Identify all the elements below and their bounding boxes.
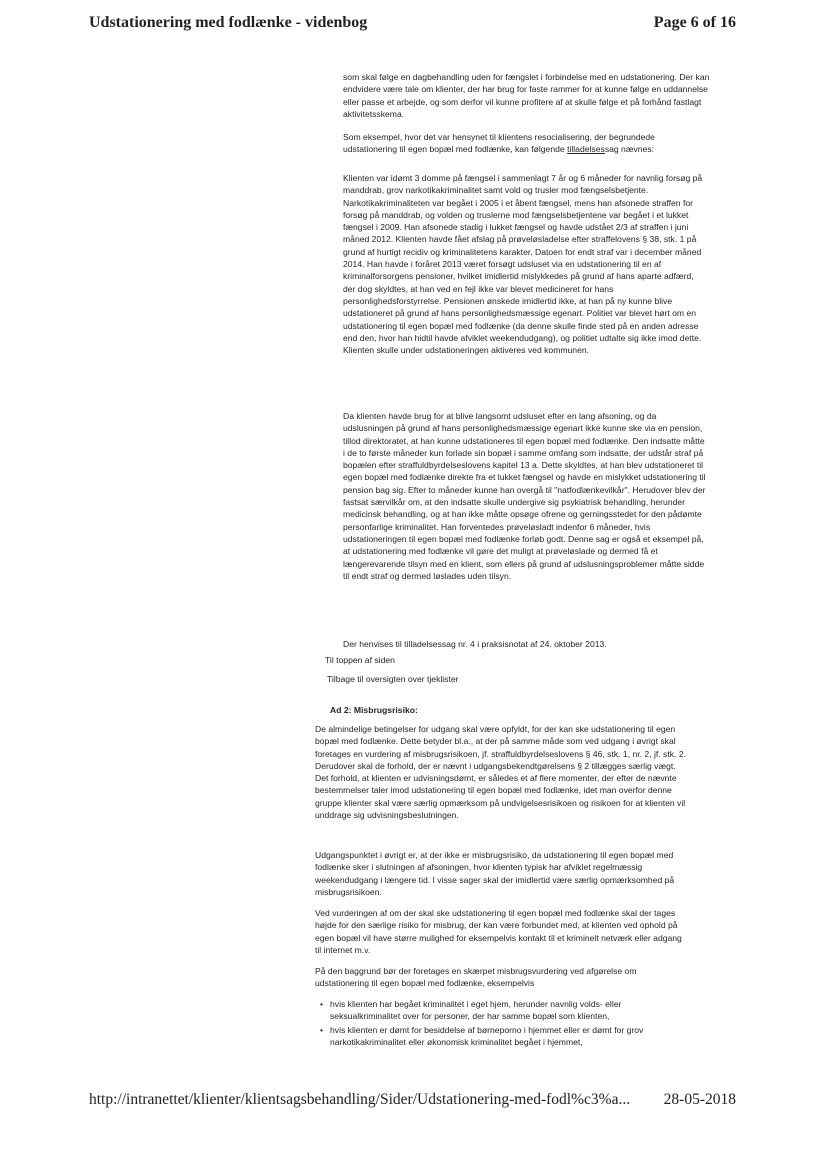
list-item-text: hvis klienten har begået kriminalitet i eget hjem, herunder navnlig volds- eller seksualkriminalitet over for personer, der har samme bopæl som klienten, bbox=[330, 999, 622, 1022]
paragraph-example-intro bbox=[343, 131, 703, 156]
example-intro-end: sag nævnes: bbox=[604, 144, 655, 155]
paragraph-starting-point: Udgangspunktet i øvrigt er, at der ikke er misbrugsrisiko, da udstationering til egen bopæl med fodlænke sker i slutningen af afsoningen, hvor klienten typisk har afviklet regelmæssig weekendudgang i længere tid. I visse sager skal der imidlertid være særlig opmærksomhed på misbrugsrisikoen. bbox=[315, 850, 675, 897]
paragraph-activity-schedule: som skal følge en dagbehandling uden for fængslet i forbindelse med en udstationering. Der kan endvidere være tale om klienter, der har brug for faste rammer for at kunne følge en uddannelse eller passe et arbejde, og som derfor vil kunne profitere af at skulle følge et på forhånd fastlagt aktivitetsskema. bbox=[343, 72, 710, 119]
example-intro-start: Som eksempel, hvor det var hensynet til klientens resocialisering, der begrundede udstationering til egen bopæl med fodlænke, kan følgende bbox=[343, 132, 655, 155]
list-item bbox=[318, 998, 690, 1023]
footer-date: 28-05-2018 bbox=[663, 1091, 736, 1108]
paragraph-assessment: Ved vurderingen af om der skal ske udstationering til egen bopæl med fodlænke skal der tages højde for den særlige risiko for misbrug, der kan være forbundet med, at klienten ved ophold på egen bopæl vil have større mulighed for eksempelvis kontakt til et kriminelt netværk eller adgang til internet m.v. bbox=[315, 908, 682, 955]
paragraph-reference: Der henvises til tilladelsessag nr. 4 i praksisnotat af 24. oktober 2013. bbox=[343, 639, 607, 649]
page-header-title: Udstationering med fodlænke - videnbog bbox=[89, 14, 368, 31]
paragraph-case-decision: Da klienten havde brug for at blive langsomt udsluset efter en lang afsoning, og da udslusningen på grund af hans personlighedsmæssige egenart ikke kunne ske via en pension, tillod direktoratet, at han kunne udstationeres til egen bopæl med fodlænke. Den indsatte måtte i de to første måneder kun forlade sin bopæl i samme omfang som indsatte, der udstår straf på bopælen efter straffuldbyrdelseslovens kapitel 13 a. Dette skyldtes, at han blev udstationeret til egen bopæl med fodlænke direkte fra et lukket fængsel og havde en mislykket udstationering til pension bag sig. Efter to måneder kunne han overgå til "natfodlænkevilkår". Herudover blev der fastsat særvilkår om, at den indsatte skulle undergive sig psykiatrisk behandling, herunder medicinsk behandling, og at han ikke måtte opsøge ofrene og gerningsstedet for den pådømte personfarlige kriminalitet. Han forventedes prøveløsladt indenfor 6 måneder, hvis udstationeringen til egen bopæl med fodlænke forløb godt. Denne sag er også et eksempel på, at udstationering med fodlænke vil gøre det muligt at prøveløslade og dermed få et længerevarende tilsyn med en klient, som ellers på grund af udslusningsproblemer måtte sidde til endt straf og dermed løslades uden tilsyn. bbox=[343, 411, 706, 581]
paragraph-stricter-assessment: På den baggrund bør der foretages en skærpet misbrugsvurdering ved afgørelse om udstationering til egen bopæl med fodlænke, eksempelvis bbox=[315, 966, 637, 989]
footer-url: http://intranettet/klienter/klientsagsbehandling/Sider/Udstationering-med-fodl%c3%a... bbox=[89, 1091, 631, 1108]
misuse-risk-bullet-list bbox=[318, 998, 690, 1049]
section-heading-misbrugsrisiko: Ad 2: Misbrugsrisiko: bbox=[330, 705, 418, 715]
paragraph-general-conditions: De almindelige betingelser for udgang skal være opfyldt, for der kan ske udstationering til egen bopæl med fodlænke. Dette betyder bl.a., at der på samme måde som ved udgang i øvrigt skal foretages en vurdering af misbrugsrisikoen, jf. straffuldbyrdelseslovens § 46, stk. 1, nr. 2, jf. stk. 2. Derudover skal de forhold, der er nævnt i udgangsbekendtgørelsens § 2 tillægges særlig vægt. Det forhold, at klienten er udvisningsdømt, er således et af flere momenter, der efter de nævnte bestemmelser taler imod udstationering til egen bopæl med fodlænke, idet man overfor denne gruppe klienter skal være særlig opmærksom på undvigelsesrisikoen og risikoen for at klienten vil unddrage sig udvisningsbeslutningen. bbox=[315, 724, 686, 821]
list-item bbox=[318, 1024, 690, 1049]
bullet-icon: • bbox=[320, 999, 324, 1009]
bullet-icon: • bbox=[320, 1024, 324, 1035]
page-number: Page 6 of 16 bbox=[653, 14, 736, 31]
back-to-checklist-overview-link[interactable]: Tilbage til oversigten over tjeklister bbox=[327, 674, 459, 684]
back-to-top-link[interactable]: Til toppen af siden bbox=[325, 655, 395, 665]
tilladelsessag-link[interactable]: tilladelses bbox=[567, 144, 605, 155]
list-item-text: hvis klienten er dømt for besiddelse af børneporno i hjemmet eller er dømt for grov narkotikakriminalitet eller økonomisk kriminalitet begået i hjemmet, bbox=[330, 1024, 644, 1047]
paragraph-case-description: Klienten var idømt 3 domme på fængsel i sammenlagt 7 år og 6 måneder for navnlig forsøg på manddrab, grov narkotikakriminalitet samt vold og trusler mod fængselsbetjente. Narkotikakriminaliteten var begået i 2005 i et åbent fængsel, mens han afsonede straffen for forsøg på manddrab, og volden og truslerne mod fængselsbetjentene var begået i et lukket fængsel i 2009. Han afsonede stadig i lukket fængsel og havde udstået 2/3 af straffen i juni måned 2012. Klienten havde fået afslag på prøveløsladelse efter straffelovens § 38, stk. 1 på grund af hurtigt recidiv og kriminalitetens karakter. Datoen for endt straf var i december måned 2014. Han havde i foråret 2013 været forsøgt udsluset via en udstationering til en af kriminalforsorgens pensioner, hvilket imidlertid mislykkedes på grund af hans aparte adfærd, der dog skyldtes, at han ved en fejl ikke var blevet medicineret for hans personlighedsforstyrrelse. Pensionen ønskede imidlertid ikke, at han på ny kunne blive udstationeret på grund af hans personlighedsmæssige egenart. Politiet var blevet hørt om en udstationering til egen bopæl med fodlænke (da denne skulle finde sted på en anden adresse end den, hvor han hidtil havde afviklet weekendudgang), og politiet udtalte sig ikke imod dette. Klienten skulle under udstationeringen aktiveres ved kommunen. bbox=[343, 173, 703, 356]
